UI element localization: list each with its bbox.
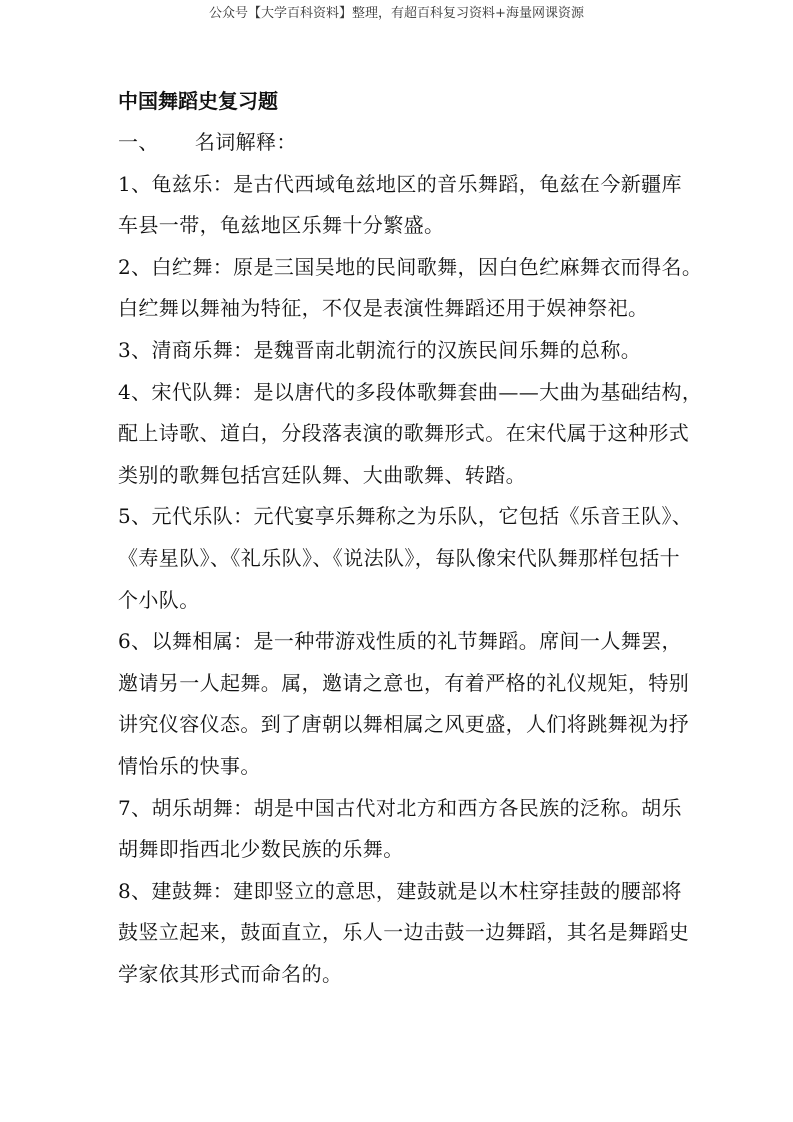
entry-line: 1、龟兹乐：是古代西域龟兹地区的音乐舞蹈，龟兹在今新疆库 — [118, 171, 682, 196]
document-title: 中国舞蹈史复习题 — [118, 89, 278, 113]
document-body — [118, 80, 718, 995]
term-entry — [118, 164, 718, 247]
entry-line: 个小队。 — [118, 587, 200, 612]
term-entry — [118, 372, 718, 497]
entry-line: 配上诗歌、道白，分段落表演的歌舞形式。在宋代属于这种形式 — [118, 421, 690, 446]
section-label: 名词解释： — [194, 130, 297, 154]
section-heading — [118, 122, 718, 164]
entry-line: 胡舞即指西北少数民族的乐舞。 — [118, 837, 404, 862]
entry-line: 类别的歌舞包括宫廷队舞、大曲歌舞、转踏。 — [118, 462, 526, 487]
term-entry — [118, 788, 718, 871]
entry-line: 车县一带，龟兹地区乐舞十分繁盛。 — [118, 213, 445, 238]
entry-line: 6、以舞相属：是一种带游戏性质的礼节舞蹈。席间一人舞罢， — [118, 629, 682, 654]
entry-line: 5、元代乐队：元代宴享乐舞称之为乐队，它包括《乐音王队》、 — [118, 504, 693, 529]
entry-line: 学家依其形式而命名的。 — [118, 961, 343, 986]
entry-line: 情怡乐的快事。 — [118, 753, 261, 778]
entry-line: 讲究仪容仪态。到了唐朝以舞相属之风更盛，人们将跳舞视为抒 — [118, 712, 690, 737]
term-entry — [118, 621, 718, 787]
term-entry — [118, 496, 718, 621]
section-number: 一、 — [118, 130, 159, 154]
entry-line: 《寿星队》、《礼乐队》、《说法队》，每队像宋代队舞那样包括十 — [118, 545, 680, 570]
entry-line: 鼓竖立起来，鼓面直立，乐人一边击鼓一边舞蹈，其名是舞蹈史 — [118, 920, 690, 945]
entry-line: 3、清商乐舞：是魏晋南北朝流行的汉族民间乐舞的总称。 — [118, 337, 642, 362]
term-entry — [118, 247, 718, 330]
term-entry — [118, 871, 718, 996]
entry-line: 邀请另一人起舞。属，邀请之意也，有着严格的礼仪规矩，特别 — [118, 670, 690, 695]
entry-line: 白纻舞以舞袖为特征，不仅是表演性舞蹈还用于娱神祭祀。 — [118, 296, 649, 321]
entry-list — [118, 164, 718, 996]
term-entry — [118, 330, 718, 372]
page-header: 公众号【大学百科资料】整理，有超百科复习资料+海量网课资源 — [209, 6, 584, 21]
entry-line: 4、宋代队舞：是以唐代的多段体歌舞套曲——大曲为基础结构， — [118, 379, 703, 404]
entry-line: 2、白纻舞：原是三国吴地的民间歌舞，因白色纻麻舞衣而得名。 — [118, 254, 703, 279]
entry-line: 7、胡乐胡舞：胡是中国古代对北方和西方各民族的泛称。胡乐 — [118, 795, 682, 820]
entry-line: 8、建鼓舞：建即竖立的意思，建鼓就是以木柱穿挂鼓的腰部将 — [118, 878, 682, 903]
